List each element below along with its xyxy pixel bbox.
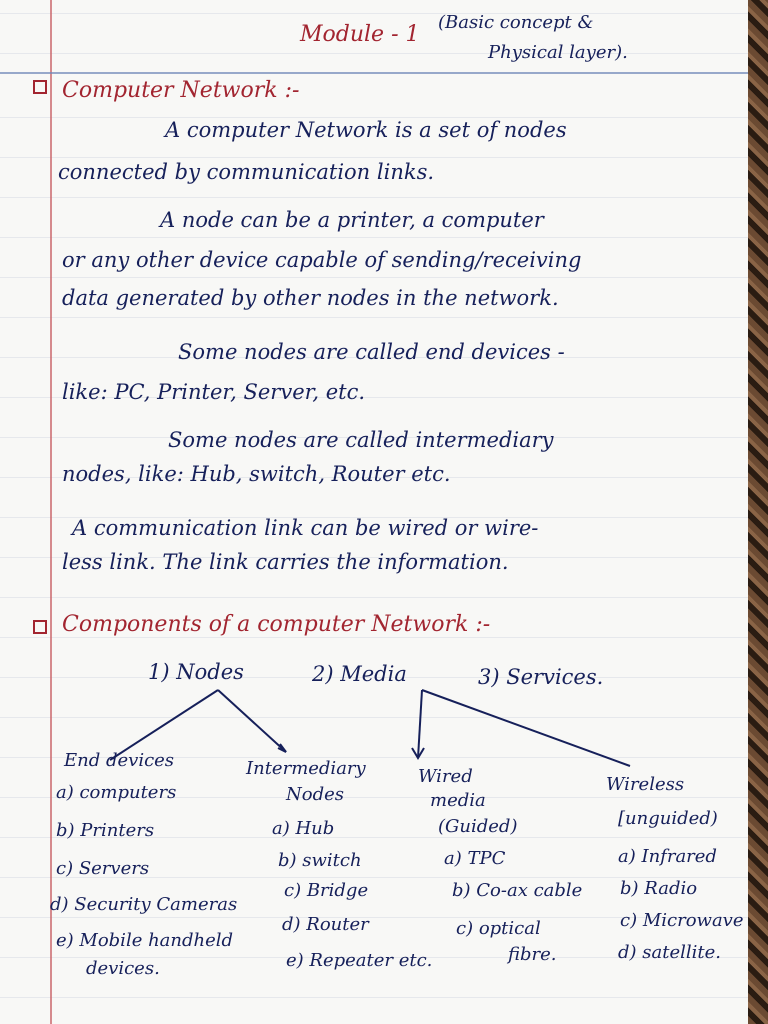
- wired-item: b) Co-ax cable: [452, 880, 583, 901]
- intermediary-item: a) Hub: [272, 818, 335, 839]
- wireless-title-2: [unguided): [618, 808, 718, 829]
- intermediary-title-2: Nodes: [286, 784, 344, 805]
- component-services: 3) Services.: [478, 665, 604, 689]
- p1-line2: connected by communication links.: [58, 160, 435, 184]
- component-media: 2) Media: [312, 662, 407, 686]
- wireless-title-1: Wireless: [606, 774, 685, 795]
- p1-line1: A computer Network is a set of nodes: [165, 118, 567, 142]
- intermediary-item: c) Bridge: [284, 880, 369, 901]
- section2-title: Components of a computer Network :-: [62, 612, 491, 637]
- end-device-item: e) Mobile handheld: [56, 930, 234, 951]
- end-device-item: b) Printers: [56, 820, 155, 841]
- end-device-item: a) computers: [56, 782, 177, 803]
- p3-line1: Some nodes are called end devices -: [178, 340, 565, 364]
- intermediary-item: e) Repeater etc.: [286, 950, 433, 971]
- wired-title-1: Wired: [418, 766, 473, 787]
- p2-line2: or any other device capable of sending/receiving: [62, 248, 582, 272]
- p5-line1: A communication link can be wired or wire-: [72, 516, 539, 540]
- p5-line2: less link. The link carries the information.: [62, 550, 509, 574]
- end-device-item: d) Security Cameras: [50, 894, 238, 915]
- p2-line3: data generated by other nodes in the network.: [62, 286, 559, 310]
- intermediary-item: d) Router: [282, 914, 369, 935]
- end-device-item: devices.: [86, 958, 160, 979]
- wired-item: a) TPC: [444, 848, 506, 869]
- intermediary-item: b) switch: [278, 850, 362, 871]
- end-devices-title: End devices: [64, 750, 175, 771]
- wired-item: fibre.: [508, 944, 557, 965]
- module-subtitle-line1: (Basic concept &: [438, 12, 594, 33]
- branch-media-wired: [418, 690, 422, 758]
- wireless-item: b) Radio: [620, 878, 698, 899]
- section1-title: Computer Network :-: [62, 78, 300, 103]
- wired-title-2: media: [430, 790, 486, 811]
- module-label: Module - 1: [300, 22, 420, 47]
- wired-item: c) optical: [456, 918, 541, 939]
- module-subtitle-line2: Physical layer).: [488, 42, 628, 63]
- p3-line2: like: PC, Printer, Server, etc.: [62, 380, 366, 404]
- wired-title-3: (Guided): [438, 816, 518, 837]
- wireless-item: a) Infrared: [618, 846, 717, 867]
- end-device-item: c) Servers: [56, 858, 150, 879]
- component-nodes: 1) Nodes: [148, 660, 244, 684]
- wooden-table-edge: [748, 0, 768, 1024]
- p4-line2: nodes, like: Hub, switch, Router etc.: [62, 462, 451, 486]
- wireless-item: c) Microwave: [620, 910, 744, 931]
- p2-line1: A node can be a printer, a computer: [160, 208, 544, 232]
- p4-line1: Some nodes are called intermediary: [168, 428, 554, 452]
- branch-media-wireless: [422, 690, 630, 766]
- intermediary-title-1: Intermediary: [246, 758, 366, 779]
- branch-nodes-intermediary: [218, 690, 286, 752]
- wireless-item: d) satellite.: [618, 942, 721, 963]
